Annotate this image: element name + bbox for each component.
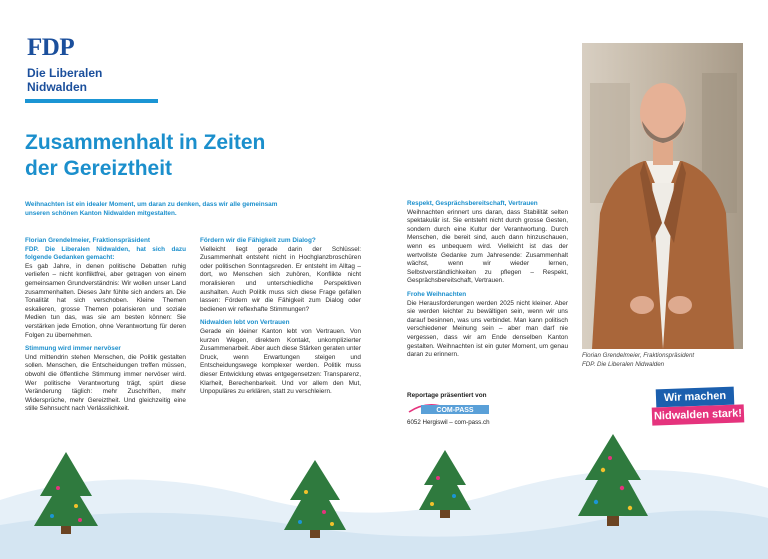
christmas-tree-icon — [284, 460, 346, 538]
section-heading: Respekt, Gesprächsbereitschaft, Vertrauen — [407, 200, 538, 207]
paragraph: Weihnachten erinnert uns daran, dass Stabilität selten spektakulär ist. Sie entsteht nicht durch grosse Gesten, sondern durch eine Kultur der Verantwortung. Durch Menschen, die bereit sind, auch dann hinzuschauen, wenn es unbequem wird. Vielleicht ist das der wertvollste Gedanke zum Jahresende: Zusammenhalt wächst, wenn wir wieder lernen, Selbstverständlichkeiten zu pflegen – Respekt, Gesprächsbereitschaft, Vertrauen. — [407, 208, 568, 285]
com-pass-logo — [407, 402, 497, 415]
reportage-label: Reportage präsentiert von — [407, 392, 487, 399]
christmas-tree-icon — [578, 434, 648, 526]
column-2 — [200, 237, 361, 397]
section-heading: Frohe Weihnachten — [407, 290, 467, 298]
paragraph: Die Herausforderungen werden 2025 nicht kleiner. Aber sie werden leichter zu bewältigen sein, wenn wir uns darauf besinnen, was uns verbindet. Man kann politisch verschiedener Meinung sein – aber man darf nie vergessen, dass wir am Ende denselben Kanton gestalten. Weihnachten ist ein guter Moment, um genau daran zu erinnern. — [407, 299, 568, 359]
caption-line-1: Florian Grendelmeier, Fraktionspräsident — [582, 352, 695, 359]
title-line-2: der Gereiztheit — [25, 157, 173, 180]
caption-line-2: FDP. Die Liberalen Nidwalden — [582, 360, 665, 368]
photo-caption — [582, 352, 752, 369]
snow-scene-illustration — [0, 430, 768, 559]
paragraph: Und mittendrin stehen Menschen, die Politik gestalten sollen. Menschen, die Entscheidungen treffen müssen, obwohl die öffentliche Stimmung immer nervöser wird. Wer politische Verantwortung trägt, spürt diese Veränderung täglich: mehr Zuschriften, mehr Widersprüche, mehr Gereiztheit. Und gleichzeitig eine stille Sehnsucht nach Verlässlichkeit. — [25, 353, 186, 413]
logo-line-2: Nidwalden — [27, 80, 88, 94]
christmas-tree-icon — [419, 450, 471, 518]
portrait-photo — [582, 43, 743, 349]
paragraph: Gerade ein kleiner Kanton lebt von Vertrauen. Von kurzen Wegen, direktem Kontakt, unkomplizierter Zusammenarbeit. Aber auch diese Stärken geraten unter Druck, wenn Erwartungen steigen und Entscheidungswege komplexer werden. Politik muss dieser Entwicklung etwas entgegensetzen: Transparenz, Klarheit, Berechenbarkeit. Und vor allem den Mut, Unpopuläres zu erklären, statt zu verschleiern. — [200, 327, 361, 396]
lead-line-1: Weihnachten ist ein idealer Moment, um daran zu denken, dass wir alle gemeinsam — [25, 201, 278, 208]
section-heading: Stimmung wird immer nervöser — [25, 345, 121, 353]
lead-text — [25, 200, 365, 218]
reportage-address: 6052 Hergiswil – com-pass.ch — [407, 419, 490, 426]
logo-line-1: Die Liberalen — [27, 66, 103, 80]
lead-line-2: unseren schönen Kanton Nidwalden mitgestalten. — [25, 210, 177, 217]
section-heading: Nidwalden lebt von Vertrauen — [200, 319, 290, 327]
fdp-logo-text: FDP — [27, 34, 75, 61]
author-intro-subheading: FDP. Die Liberalen Nidwalden, hat sich dazu folgende Gedanken gemacht: — [25, 245, 186, 262]
author-intro-heading: Florian Grendelmeier, Fraktionspräsident — [25, 237, 151, 244]
title-line-1: Zusammenhalt in Zeiten — [25, 131, 266, 154]
paragraph: Vielleicht liegt gerade darin der Schlüssel: Zusammenhalt entsteht nicht in Hochglanzbroschüren oder politischen Sonntagsreden. Er entsteht im Alltag – dort, wo Menschen sich zuhören, Konflikte nicht moralisieren und unterschiedliche Perspektiven aushalten. Auch Politik muss sich diese Frage gefallen lassen: Fördern wir die Fähigkeit zum Dialog oder bedienen wir reflexhafte Stimmungen? — [200, 245, 361, 313]
com-pass-logo-text: COM-PASS — [436, 407, 474, 415]
article-title — [25, 130, 385, 182]
christmas-tree-icon — [34, 452, 98, 534]
column-1 — [25, 237, 186, 414]
column-3 — [407, 200, 568, 360]
section-heading: Fördern wir die Fähigkeit zum Dialog? — [200, 237, 316, 244]
logo-underline — [25, 99, 158, 103]
slogan-badge-top: Wir machen — [656, 387, 735, 408]
slogan-badge-bottom: Nidwalden stark! — [652, 404, 745, 425]
paragraph: Es gab Jahre, in denen politische Debatten ruhig verliefen – nicht konfliktfrei, aber getragen von einem gemeinsamen Grundverständnis: Wir wollen unser Land zusammenhalten. Dieses Jahr fühlte sich anders an. Die Tonalität hat sich verschoben. Kleine Themen eskalieren, grosse Themen polarisieren und soziale Medien tun das, was sie am besten können: Sie verstärken jede Emotion, ohne Verantwortung für deren Folgen zu übernehmen. — [25, 262, 186, 339]
